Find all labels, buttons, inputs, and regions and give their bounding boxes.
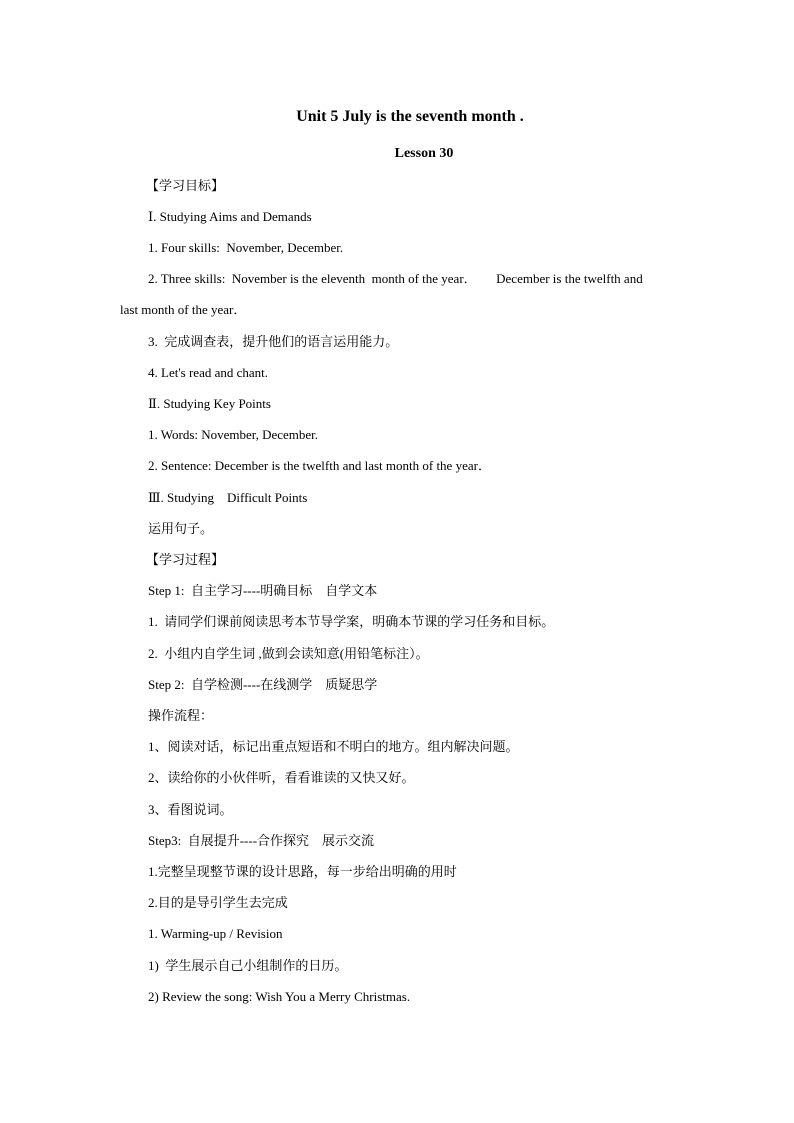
step-1-item-1: 1. 请同学们课前阅读思考本节导学案，明确本节课的学习任务和目标。 [148, 614, 555, 629]
aims-heading: Ⅰ. Studying Aims and Demands [148, 209, 312, 224]
step-1-heading: Step 1: 自主学习----明确目标 自学文本 [148, 583, 378, 598]
aim-item-3: 3. 完成调查表，提升他们的语言运用能力。 [148, 334, 399, 349]
difficult-points-heading: Ⅲ. Studying Difficult Points [148, 490, 308, 505]
document-title: Unit 5 July is the seventh month . [296, 108, 524, 125]
procedure-item-2: 2、读给你的小伙伴听，看看谁读的又快又好。 [148, 770, 415, 785]
lesson-subtitle: Lesson 30 [394, 146, 454, 161]
aim-item-2-continued: last month of the year． [120, 302, 247, 317]
section-heading-learning-process: 【学习过程】 [146, 552, 225, 567]
aim-item-1: 1. Four skills: November, December. [148, 240, 344, 255]
aim-item-4: 4. Let's read and chant. [148, 365, 269, 380]
section-heading-learning-goals: 【学习目标】 [146, 178, 225, 193]
warming-up-heading: 1. Warming-up / Revision [148, 926, 283, 941]
warming-up-item-2: 2) Review the song: Wish You a Merry Christmas. [148, 989, 411, 1004]
key-points-heading: Ⅱ. Studying Key Points [148, 396, 271, 411]
key-point-1: 1. Words: November, December. [148, 427, 319, 442]
step-3-item-1: 1.完整呈现整节课的设计思路，每一步给出明确的用时 [148, 864, 457, 879]
step-3-heading: Step3: 自展提升----合作探究 展示交流 [148, 833, 375, 848]
procedure-item-3: 3、看图说词。 [148, 802, 233, 817]
procedure-item-1: 1、阅读对话，标记出重点短语和不明白的地方。组内解决问题。 [148, 739, 519, 754]
aim-item-2: 2. Three skills: November is the eleventh month of the year． December is the twelfth and [148, 271, 643, 286]
key-point-2: 2. Sentence: December is the twelfth and last month of the year． [148, 458, 491, 473]
step-1-item-2: 2. 小组内自学生词 ,做到会读知意(用铅笔标注）。 [148, 646, 429, 661]
step-3-item-2: 2.目的是导引学生去完成 [148, 895, 288, 910]
warming-up-item-1: 1) 学生展示自己小组制作的日历。 [148, 958, 348, 973]
step-2-heading: Step 2: 自学检测----在线测学 质疑思学 [148, 677, 378, 692]
difficult-point-1: 运用句子。 [148, 521, 214, 536]
procedure-label: 操作流程： [148, 708, 214, 723]
